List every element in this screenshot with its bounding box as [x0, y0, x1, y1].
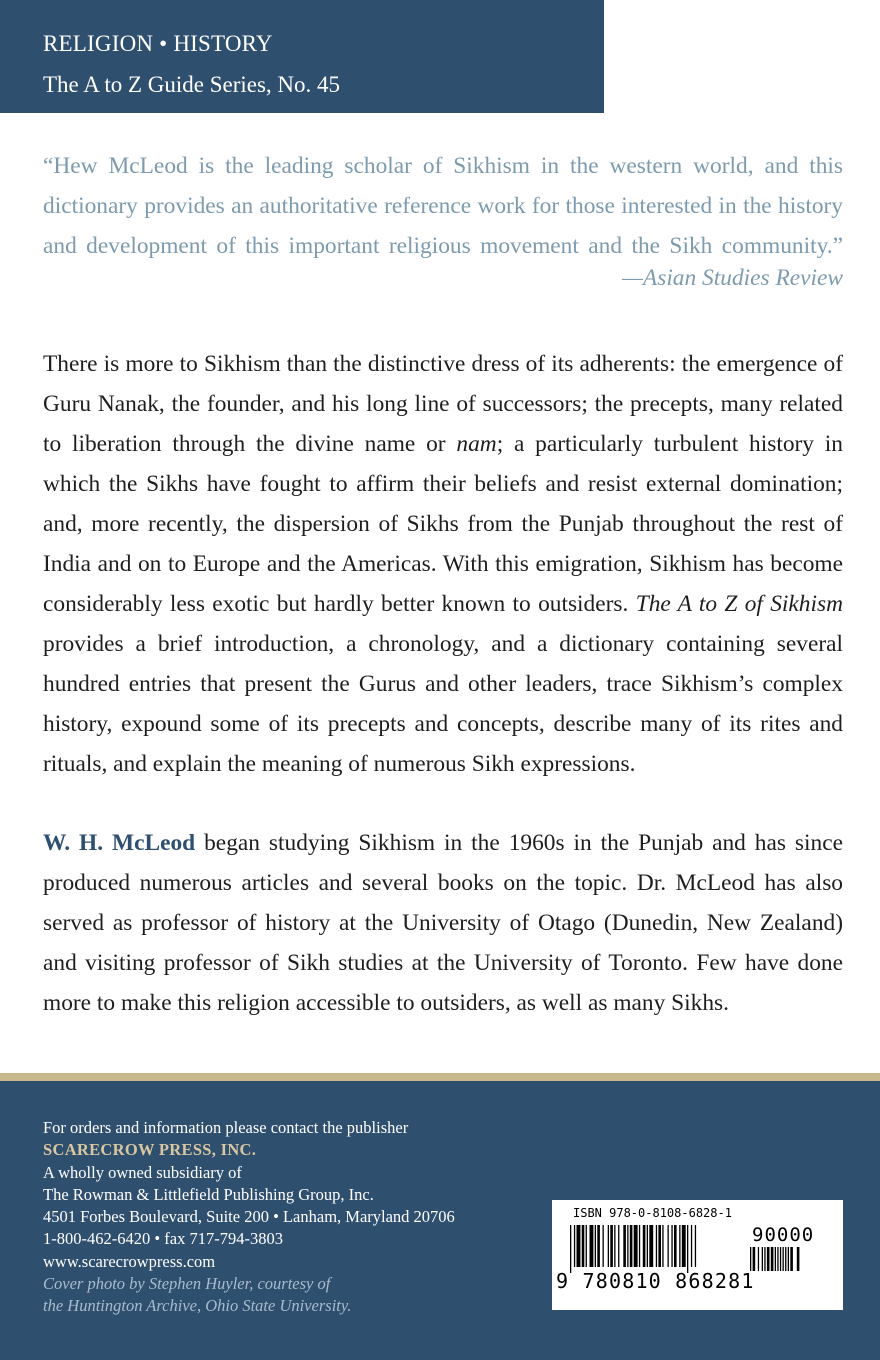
price-bar: [762, 1247, 763, 1271]
barcode-bar: [570, 1225, 571, 1273]
price-bar: [764, 1247, 765, 1271]
description-book-title: The A to Z of Sikhism: [635, 591, 843, 617]
publisher-info: [43, 1117, 455, 1318]
review-source: —Asian Studies Review: [622, 265, 843, 291]
barcode-bar: [595, 1225, 596, 1267]
author-name: W. H. McLeod: [43, 830, 196, 856]
barcode-bar: [610, 1225, 613, 1267]
parent-company: The Rowman & Littlefield Publishing Group, Inc.: [43, 1184, 374, 1204]
price-bar: [753, 1247, 756, 1271]
barcode-bar: [582, 1225, 585, 1267]
book-description: [43, 344, 843, 784]
description-text-1: There is more to Sikhism than the distinctive dress of its adherents: the emergence of Guru Nanak, the founder, and his long line of successors; the precepts, many related to liberation through the divine name or: [43, 351, 843, 457]
description-term: nam: [456, 431, 497, 457]
price-bar: [758, 1247, 759, 1271]
divider-line: [0, 1073, 880, 1081]
barcode-bar: [643, 1225, 646, 1267]
price-bar: [777, 1247, 778, 1271]
barcode-bar: [603, 1225, 604, 1267]
barcode-bar: [608, 1225, 609, 1267]
price-bar: [767, 1247, 770, 1271]
barcode-bar: [647, 1225, 648, 1267]
price-bar: [780, 1247, 781, 1271]
barcode-bar: [687, 1225, 688, 1273]
barcode-bar: [658, 1225, 661, 1267]
barcode-bar: [634, 1225, 638, 1267]
publisher-phone: 1-800-462-6420 • fax 717-794-3803: [43, 1229, 283, 1249]
barcode-bar: [656, 1225, 657, 1267]
photo-credit-1: Cover photo by Stephen Huyler, courtesy of: [43, 1274, 331, 1294]
price-bar: [750, 1247, 751, 1271]
price-bar: [790, 1247, 793, 1271]
barcode-bar: [627, 1225, 628, 1267]
photo-credit-2: the Huntington Archive, Ohio State University.: [43, 1296, 352, 1316]
price-code: 90000: [752, 1224, 815, 1246]
publisher-name: SCARECROW PRESS, INC.: [43, 1140, 257, 1160]
price-bar: [797, 1247, 800, 1271]
barcode-bar: [597, 1225, 600, 1267]
isbn-barcode: [552, 1200, 843, 1310]
barcode-bar: [574, 1225, 575, 1267]
series-label: The A to Z Guide Series, No. 45: [43, 72, 341, 97]
description-text-3: provides a brief introduction, a chronology, and a dictionary containing several hundred entries that present the Gurus and other leaders, trace Sikhism’s complex history, expound some of its precepts and concepts, describe many of its rites and rituals, and explain the meaning of numerous Sikh expressions.: [43, 631, 843, 777]
price-bar: [785, 1247, 786, 1271]
price-bar: [788, 1247, 789, 1271]
subsidiary-line: A wholly owned subsidiary of: [43, 1162, 242, 1182]
barcode-bar: [630, 1225, 633, 1267]
barcode-bar: [577, 1225, 581, 1267]
barcode-bar: [671, 1225, 672, 1267]
barcode-bar: [590, 1225, 594, 1267]
review-quote: “Hew McLeod is the leading scholar of Sikhism in the western world, and this dictionary provides an authoritative reference work for those interested in the history and development of this important religious movement and the Sikh community.”: [43, 153, 843, 259]
description-text-2: ; a particularly turbulent history in which the Sikhs have fought to affirm their beliefs and resist external domination; and, more recently, the dispersion of Sikhs from the Punjab throughout the rest of India and on to Europe and the Americas. With this emigration, Sikhism has become considerably less exotic but hardly better known to outsiders.: [43, 431, 843, 617]
publisher-website: www.scarecrowpress.com: [43, 1251, 216, 1271]
barcode-bar: [674, 1225, 677, 1267]
isbn-number: ISBN 978-0-8108-6828-1: [573, 1206, 732, 1220]
ean-number: 9 780810 868281: [556, 1269, 755, 1293]
price-bar: [775, 1247, 776, 1271]
publisher-footer: [0, 1081, 880, 1360]
barcode-bar: [691, 1225, 692, 1267]
barcode-bar: [668, 1225, 669, 1267]
barcode-bar: [639, 1225, 640, 1267]
price-bar: [783, 1247, 784, 1271]
publisher-address: 4501 Forbes Boulevard, Suite 200 • Lanham, Maryland 20706: [43, 1207, 455, 1227]
bio-text: began studying Sikhism in the 1960s in the Punjab and has since produced numerous articles and several books on the topic. Dr. McLeod has also served as professor of history at the University of Otago (Dunedin, New Zealand) and visiting professor of Sikh studies at the University of Toronto. Few have done more to make this religion accessible to outsiders, as well as many Sikhs.: [43, 830, 843, 1016]
barcode-bar: [649, 1225, 653, 1267]
barcode-bar: [682, 1225, 686, 1267]
barcode-bar: [618, 1225, 619, 1267]
barcode-bar: [662, 1225, 663, 1267]
barcode-bar: [695, 1225, 696, 1267]
author-bio: [43, 823, 843, 1023]
contact-line: For orders and information please contact the publisher: [43, 1118, 409, 1137]
barcode-bar: [614, 1225, 615, 1267]
category-label: RELIGION • HISTORY: [43, 31, 273, 56]
barcode-bar: [623, 1225, 626, 1267]
series-banner: [0, 0, 604, 113]
price-bar: [771, 1247, 774, 1271]
barcode-bar: [586, 1225, 587, 1267]
barcode-bar: [679, 1225, 680, 1267]
